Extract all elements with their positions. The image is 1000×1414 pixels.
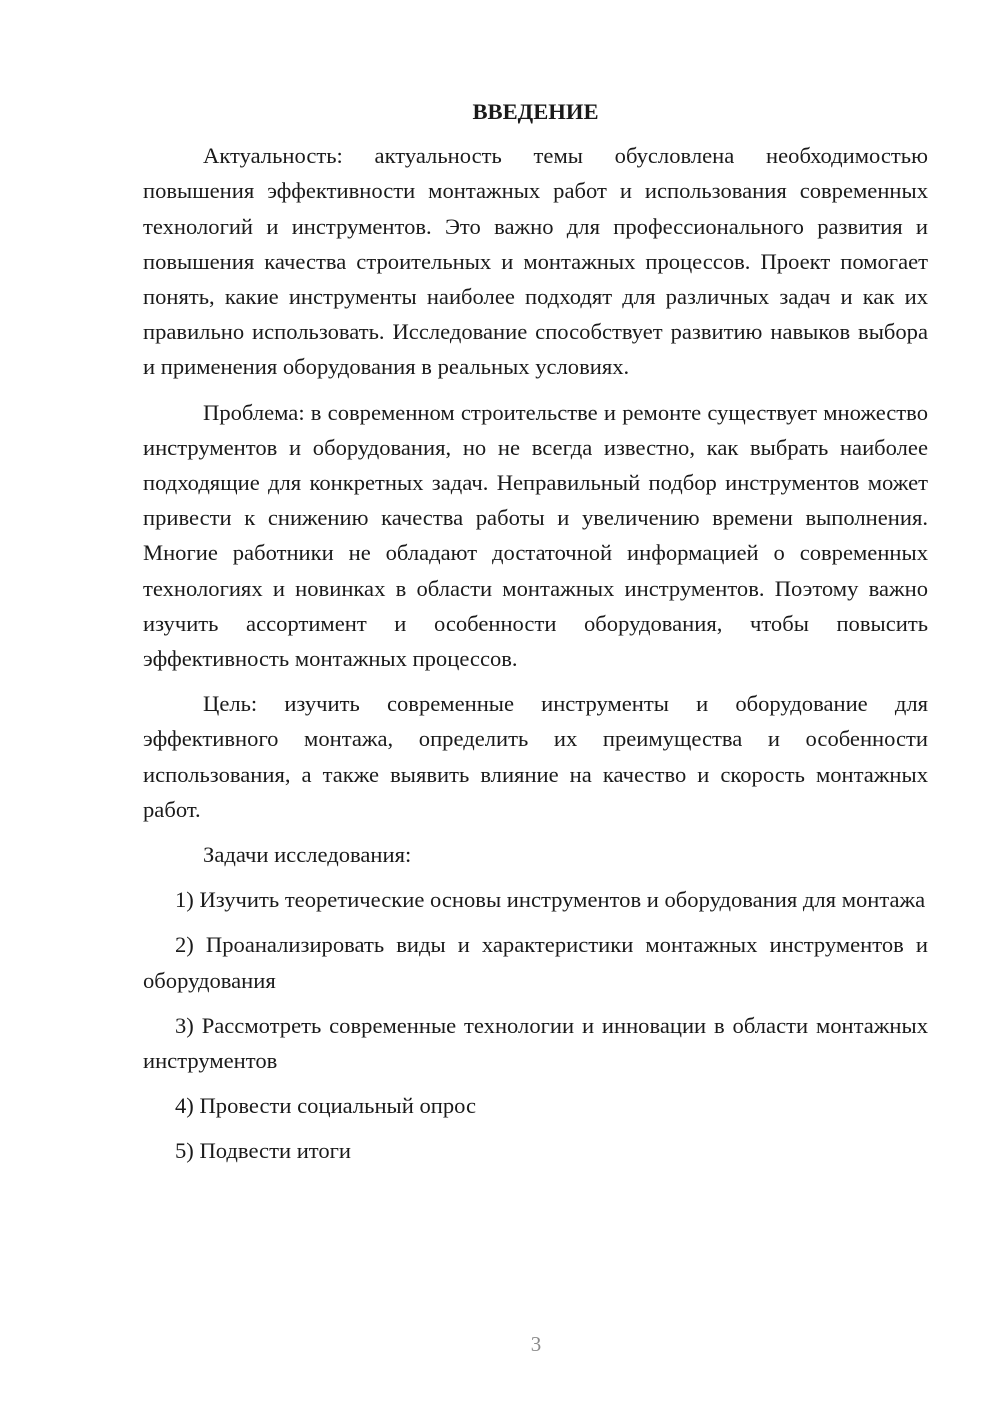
relevance-paragraph: Актуальность: актуальность темы обусловлена необходимостью повышения эффективности монтажных работ и использования современных технологий и инструментов. Это важно для профессионального развития и повышения качества строительных и монтажных процессов. Проект помогает понять, какие инструменты наиболее подходят для различных задач и как их правильно использовать. Исследование способствует развитию навыков выбора и применения оборудования в реальных условиях.: [143, 143, 928, 380]
problem-paragraph: Проблема: в современном строительстве и ремонте существует множество инструментов и оборудования, но не всегда известно, как выбрать наиболее подходящие для конкретных задач. Неправильный подбор инструментов может привести к снижению качества работы и увеличению времени выполнения. Многие работники не обладают достаточной информацией о современных технологиях и новинках в области монтажных инструментов. Поэтому важно изучить ассортимент и особенности оборудования, чтобы повысить эффективность монтажных процессов.: [143, 399, 928, 672]
page-number: 3: [530, 1332, 542, 1356]
task-item-2: 2) Проанализировать виды и характеристики монтажных инструментов и оборудования: [143, 932, 928, 993]
section-title: ВВЕДЕНИЕ: [472, 99, 599, 124]
tasks-heading: Задачи исследования:: [203, 842, 412, 868]
task-item-3: 3) Рассмотреть современные технологии и инновации в области монтажных инструментов: [143, 1012, 928, 1074]
goal-paragraph: Цель: изучить современные инструменты и оборудование для эффективного монтажа, определить их преимущества и особенности использования, а также выявить влияние на качество и скорость монтажных работ.: [143, 691, 928, 822]
document-body: [143, 94, 928, 1179]
task-item-5: 5) Подвести итоги: [175, 1138, 352, 1164]
task-item-4: 4) Провести социальный опрос: [175, 1093, 477, 1119]
task-item-1: 1) Изучить теоретические основы инструментов и оборудования для монтажа: [175, 887, 926, 913]
